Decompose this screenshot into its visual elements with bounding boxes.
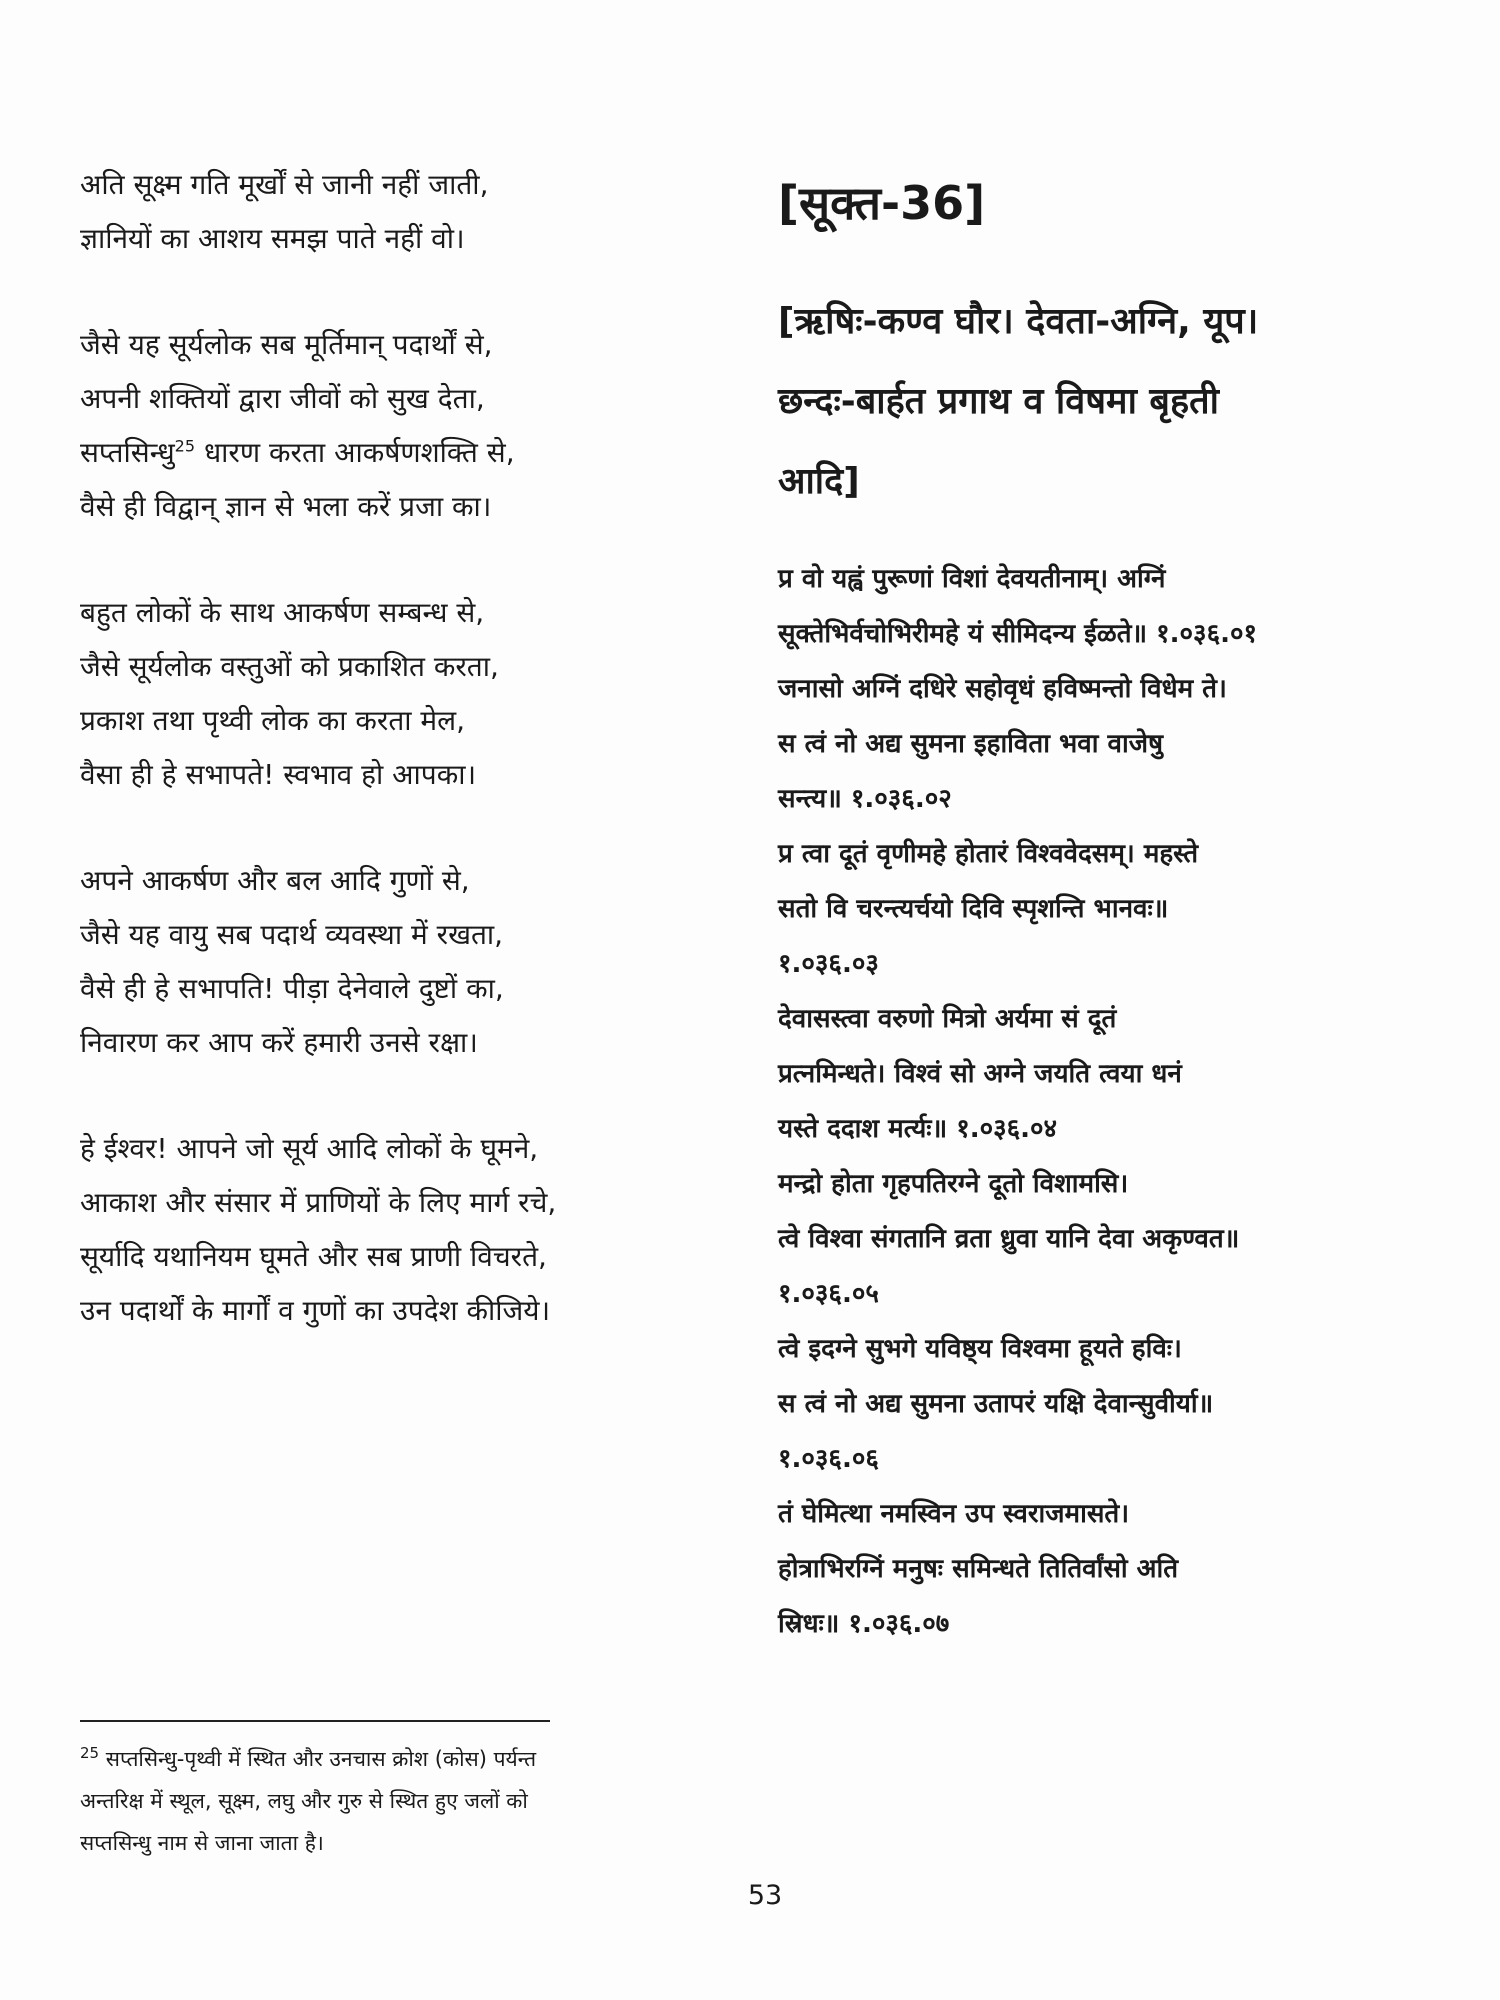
poem-line: जैसे सूर्यलोक वस्तुओं को प्रकाशित करता, bbox=[80, 650, 499, 683]
verse-line: त्वे इदग्ने सुभगे यविष्ठ्य विश्वमा हूयते हविः। bbox=[778, 1334, 1182, 1364]
poem-stanza-4 bbox=[80, 854, 750, 1070]
footnoted-word: सप्तसिन्धु bbox=[80, 436, 175, 469]
sukta-meta-line: आदि] bbox=[778, 461, 860, 502]
verse-line: देवासस्त्वा वरुणो मित्रो अर्यमा सं दूतं bbox=[778, 1004, 1117, 1034]
verse-line: सूक्तेभिर्वचोभिरीमहे यं सीमिदन्य ईळते॥ १.०३६.०१ bbox=[778, 619, 1258, 649]
sukta-meta bbox=[778, 282, 1458, 522]
poem-line: बहुत लोकों के साथ आकर्षण सम्बन्ध से, bbox=[80, 596, 485, 629]
poem-line: अपने आकर्षण और बल आदि गुणों से, bbox=[80, 864, 470, 897]
verse-line: प्र वो यह्वं पुरूणां विशां देवयतीनाम्। अग्निं bbox=[778, 564, 1166, 594]
verse-line: होत्राभिरग्निं मनुषः समिन्धते तितिर्वांसो अति bbox=[778, 1554, 1179, 1584]
poem-line: निवारण कर आप करें हमारी उनसे रक्षा। bbox=[80, 1026, 478, 1059]
footnote-line: अन्तरिक्ष में स्थूल, सूक्ष्म, लघु और गुरु से स्थित हुए जलों को bbox=[80, 1789, 528, 1813]
footnote-reference[interactable]: 25 bbox=[174, 436, 196, 456]
footnote-line: सप्तसिन्धु नाम से जाना जाता है। bbox=[80, 1831, 324, 1855]
poem-line: अति सूक्ष्म गति मूर्खों से जानी नहीं जाती, bbox=[80, 168, 489, 201]
verse-line: सतो वि चरन्त्यर्चयो दिवि स्पृशन्ति भानवः॥ bbox=[778, 894, 1169, 924]
verse-line: स्रिधः॥ १.०३६.०७ bbox=[778, 1609, 950, 1639]
sukta-meta-line: छन्दः-बार्हत प्रगाथ व विषमा बृहती bbox=[778, 381, 1219, 422]
footnote-text: सप्तसिन्धु-पृथ्वी में स्थित और उनचास क्रोश (कोस) पर्यन्त bbox=[105, 1747, 537, 1771]
footnote-line bbox=[80, 1738, 760, 1780]
poem-column bbox=[80, 158, 750, 1390]
poem-line: हे ईश्वर! आपने जो सूर्य आदि लोकों के घूमने, bbox=[80, 1132, 539, 1165]
poem-line: उन पदार्थों के मार्गों व गुणों का उपदेश कीजिये। bbox=[80, 1294, 551, 1327]
verse-line: १.०३६.०६ bbox=[778, 1444, 879, 1474]
poem-line: अपनी शक्तियों द्वारा जीवों को सुख देता, bbox=[80, 382, 485, 415]
footnote-number: 25 bbox=[80, 1744, 100, 1762]
sukta-title: [सूक्त-36] bbox=[778, 176, 986, 230]
poem-line: जैसे यह वायु सब पदार्थ व्यवस्था में रखता, bbox=[80, 918, 504, 951]
poem-line: प्रकाश तथा पृथ्वी लोक का करता मेल, bbox=[80, 704, 466, 737]
poem-stanza-1 bbox=[80, 158, 750, 266]
poem-line: वैसे ही हे सभापति! पीड़ा देनेवाले दुष्टों का, bbox=[80, 972, 504, 1005]
poem-line-with-footnote bbox=[80, 426, 750, 480]
page-number: 53 bbox=[747, 1880, 783, 1911]
poem-line: वैसे ही विद्वान् ज्ञान से भला करें प्रजा का। bbox=[80, 490, 492, 523]
poem-line: जैसे यह सूर्यलोक सब मूर्तिमान् पदार्थों से, bbox=[80, 328, 493, 361]
sukta-meta-line: [ऋषिः-कण्व घौर। देवता-अग्नि, यूप। bbox=[778, 301, 1259, 342]
verse-line: प्र त्वा दूतं वृणीमहे होतारं विश्ववेदसम्। महस्ते bbox=[778, 839, 1199, 869]
verse-line: प्रत्नमिन्धते। विश्वं सो अग्ने जयति त्वया धनं bbox=[778, 1059, 1182, 1089]
verse-line: जनासो अग्निं दधिरे सहोवृधं हविष्मन्तो विधेम ते। bbox=[778, 674, 1227, 704]
footnote-divider bbox=[80, 1720, 550, 1722]
poem-stanza-3 bbox=[80, 586, 750, 802]
poem-line: सूर्यादि यथानियम घूमते और सब प्राणी विचरते, bbox=[80, 1240, 547, 1273]
sukta-column bbox=[778, 168, 1458, 1652]
verse-line: १.०३६.०५ bbox=[778, 1279, 879, 1309]
verse-line: यस्ते ददाश मर्त्यः॥ १.०३६.०४ bbox=[778, 1114, 1058, 1144]
footnote bbox=[80, 1738, 760, 1864]
poem-stanza-2 bbox=[80, 318, 750, 534]
verse-line: सन्त्य॥ १.०३६.०२ bbox=[778, 784, 952, 814]
poem-line: ज्ञानियों का आशय समझ पाते नहीं वो। bbox=[80, 222, 465, 255]
verse-line: तं घेमित्था नमस्विन उप स्वराजमासते। bbox=[778, 1499, 1130, 1529]
verse-line: स त्वं नो अद्य सुमना उतापरं यक्षि देवान्सुवीर्या॥ bbox=[778, 1389, 1214, 1419]
verse-line: स त्वं नो अद्य सुमना इहाविता भवा वाजेषु bbox=[778, 729, 1164, 759]
poem-line-rest: धारण करता आकर्षणशक्ति से, bbox=[203, 436, 515, 469]
sukta-verses bbox=[778, 552, 1458, 1652]
poem-stanza-5 bbox=[80, 1122, 750, 1338]
verse-line: मन्द्रो होता गृहपतिरग्ने दूतो विशामसि। bbox=[778, 1169, 1129, 1199]
verse-line: त्वे विश्वा संगतानि व्रता ध्रुवा यानि देवा अकृण्वत॥ bbox=[778, 1224, 1240, 1254]
poem-line: वैसा ही हे सभापते! स्वभाव हो आपका। bbox=[80, 758, 477, 791]
verse-line: १.०३६.०३ bbox=[778, 949, 879, 979]
poem-line: आकाश और संसार में प्राणियों के लिए मार्ग रचे, bbox=[80, 1186, 557, 1219]
